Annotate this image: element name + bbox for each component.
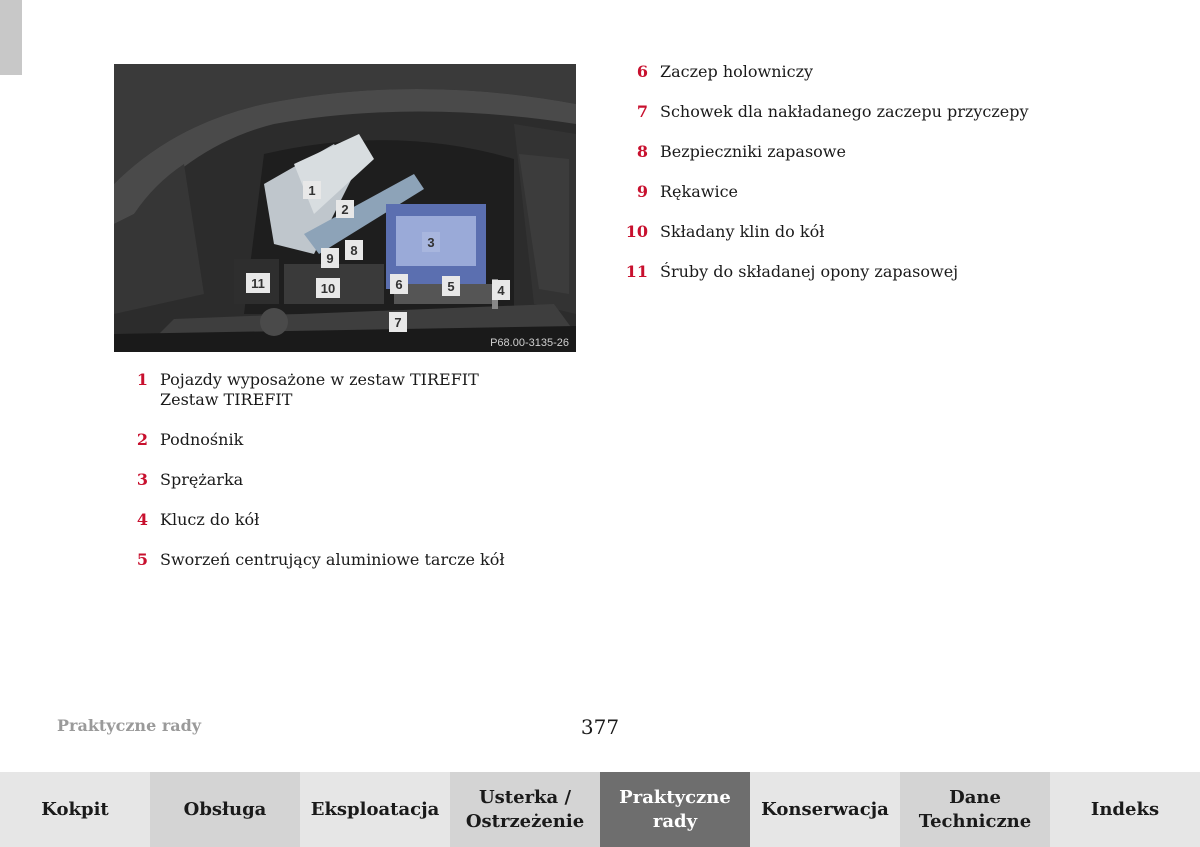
- item-text: Śruby do składanej opony zapasowej: [660, 262, 959, 281]
- item-number: 8: [636, 142, 648, 161]
- callout-8: 8: [350, 243, 358, 258]
- nav-tab-obsluga[interactable]: Obsługa: [150, 772, 300, 847]
- callout-10: 10: [320, 281, 336, 296]
- callout-7: 7: [394, 315, 402, 330]
- item-text: Schowek dla nakładanego zaczepu przyczepy: [660, 102, 1029, 121]
- item-number: 10: [625, 222, 648, 241]
- list-item: [114, 430, 574, 450]
- list-item: [114, 470, 574, 490]
- trunk-figure: [114, 64, 576, 352]
- list-item: [614, 62, 1174, 82]
- nav-tab-konserwacja[interactable]: Konserwacja: [750, 772, 900, 847]
- callout-6: 6: [395, 277, 403, 292]
- callout-9: 9: [326, 251, 334, 266]
- trunk-illustration: [114, 64, 576, 352]
- callout-11: 11: [251, 276, 265, 291]
- nav-tab-eksploatacja[interactable]: Eksploatacja: [300, 772, 450, 847]
- item-number: 9: [636, 182, 648, 201]
- list-item: [114, 550, 574, 570]
- list-item: [114, 370, 574, 410]
- item-number: 11: [625, 262, 648, 281]
- nav-tab-usterka[interactable]: Usterka / Ostrzeżenie: [450, 772, 600, 847]
- item-number: 4: [136, 510, 148, 529]
- figure-code: P68.00-3135-26: [490, 337, 569, 349]
- item-text: Sworzeń centrujący aluminiowe tarcze kół: [160, 550, 505, 569]
- list-item: [114, 510, 574, 530]
- nav-tab-praktyczne-rady[interactable]: Praktyczne rady: [600, 772, 750, 847]
- list-item: [614, 182, 1174, 202]
- callout-1: 1: [308, 183, 316, 198]
- item-number: 3: [136, 470, 148, 489]
- list-item: [614, 142, 1174, 162]
- callout-5: 5: [447, 279, 455, 294]
- item-number: 7: [636, 102, 648, 121]
- item-text: Rękawice: [660, 182, 738, 201]
- list-item: [614, 262, 1174, 282]
- page-number: 377: [580, 715, 620, 739]
- item-text: Bezpieczniki zapasowe: [660, 142, 846, 161]
- item-number: 6: [636, 62, 648, 81]
- item-text: Podnośnik: [160, 430, 244, 449]
- callout-2: 2: [341, 202, 349, 217]
- nav-tab-indeks[interactable]: Indeks: [1050, 772, 1200, 847]
- nav-tab-kokpit[interactable]: Kokpit: [0, 772, 150, 847]
- item-text: Zaczep holowniczy: [660, 62, 814, 81]
- item-text: Zestaw TIREFIT: [160, 390, 293, 409]
- item-text: Klucz do kół: [160, 510, 260, 529]
- list-item: [614, 222, 1174, 242]
- item-number: 5: [136, 550, 148, 569]
- item-number: 2: [136, 430, 148, 449]
- corner-tab: [0, 0, 22, 75]
- footer-section-title: Praktyczne rady: [57, 716, 202, 735]
- callout-3: 3: [427, 235, 435, 250]
- list-item: [614, 102, 1174, 122]
- item-number: 1: [136, 370, 148, 389]
- legend-list-right: [614, 62, 1174, 302]
- bottom-nav: [0, 772, 1200, 847]
- item-text: Pojazdy wyposażone w zestaw TIREFIT: [160, 370, 479, 389]
- item-text: Składany klin do kół: [660, 222, 825, 241]
- legend-list-left: [114, 370, 574, 590]
- nav-tab-dane-techniczne[interactable]: Dane Techniczne: [900, 772, 1050, 847]
- callout-4: 4: [497, 283, 505, 298]
- item-text: Sprężarka: [160, 470, 244, 489]
